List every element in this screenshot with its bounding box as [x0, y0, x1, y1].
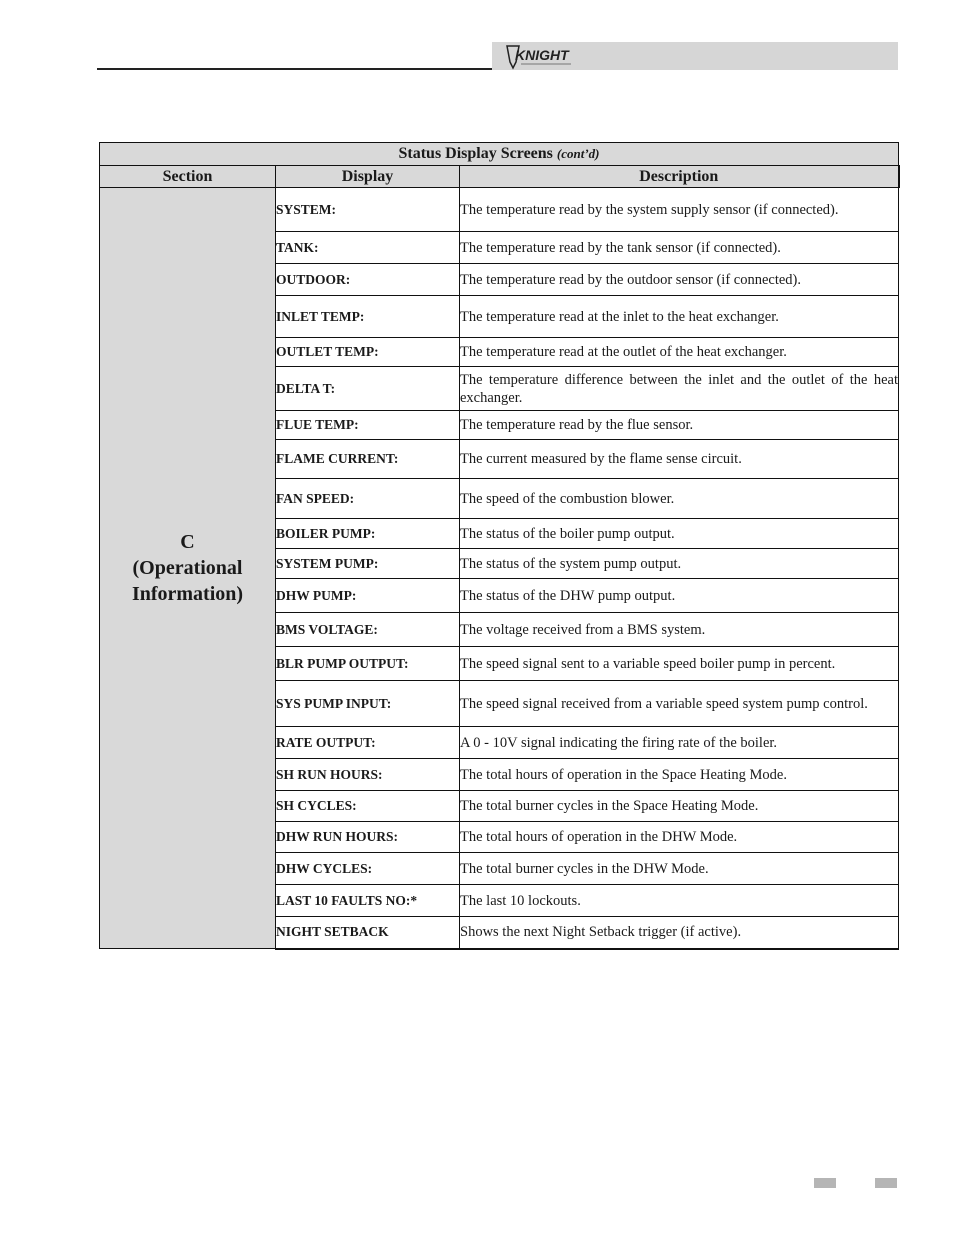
description-text: The speed signal received from a variable speed system pump control. [460, 681, 899, 727]
description-text: The speed signal sent to a variable speed boiler pump in percent. [460, 647, 899, 681]
svg-text:KNIGHT: KNIGHT [515, 47, 569, 63]
table-title-suffix: (cont’d) [556, 146, 600, 161]
description-text: The temperature read at the outlet of the heat exchanger. [460, 338, 899, 367]
display-label: NIGHT SETBACK [276, 917, 460, 949]
display-label: DHW CYCLES: [276, 853, 460, 885]
display-label: FLAME CURRENT: [276, 440, 460, 479]
description-text: A 0 - 10V signal indicating the firing rate of the boiler. [460, 727, 899, 759]
display-label: INLET TEMP: [276, 296, 460, 338]
section-line1: (Operational [132, 557, 243, 579]
column-header-section: Section [100, 166, 276, 188]
display-label: FLUE TEMP: [276, 411, 460, 440]
display-label: SYSTEM: [276, 188, 460, 232]
description-text: The speed of the combustion blower. [460, 479, 899, 519]
description-text: The status of the DHW pump output. [460, 579, 899, 613]
column-header-display: Display [276, 166, 460, 188]
display-label: SYSTEM PUMP: [276, 549, 460, 579]
description-text: The temperature read by the system supply sensor (if connected). [460, 188, 899, 232]
description-text: The temperature read by the tank sensor (if connected). [460, 232, 899, 264]
display-label: RATE OUTPUT: [276, 727, 460, 759]
description-text: The total hours of operation in the Space Heating Mode. [460, 759, 899, 791]
description-text: The current measured by the flame sense circuit. [460, 440, 899, 479]
section-cell [100, 188, 276, 949]
description-text: The temperature read by the outdoor sensor (if connected). [460, 264, 899, 296]
description-text: The total burner cycles in the Space Heating Mode. [460, 791, 899, 822]
description-text: The temperature read at the inlet to the heat exchanger. [460, 296, 899, 338]
display-label: DHW PUMP: [276, 579, 460, 613]
section-letter: C [180, 531, 195, 553]
display-label: SH CYCLES: [276, 791, 460, 822]
display-label: OUTLET TEMP: [276, 338, 460, 367]
description-text: The total burner cycles in the DHW Mode. [460, 853, 899, 885]
description-text: The temperature read by the flue sensor. [460, 411, 899, 440]
display-label: DHW RUN HOURS: [276, 822, 460, 853]
table-title [100, 143, 899, 166]
footer-tab-right [875, 1178, 897, 1188]
display-label: LAST 10 FAULTS NO:* [276, 885, 460, 917]
display-label: BLR PUMP OUTPUT: [276, 647, 460, 681]
section-line2: Information) [131, 583, 244, 605]
description-text: The temperature difference between the inlet and the outlet of the heat exchanger. [460, 367, 899, 411]
description-text: The status of the boiler pump output. [460, 519, 899, 549]
description-text: The total hours of operation in the DHW Mode. [460, 822, 899, 853]
table-row [100, 188, 899, 232]
display-label: SYS PUMP INPUT: [276, 681, 460, 727]
display-label: BOILER PUMP: [276, 519, 460, 549]
display-label: FAN SPEED: [276, 479, 460, 519]
description-text: The voltage received from a BMS system. [460, 613, 899, 647]
description-text: The status of the system pump output. [460, 549, 899, 579]
display-label: DELTA T: [276, 367, 460, 411]
description-text: Shows the next Night Setback trigger (if active). [460, 917, 899, 949]
knight-logo [505, 42, 581, 70]
display-label: BMS VOLTAGE: [276, 613, 460, 647]
table-title-text: Status Display Screens [398, 145, 553, 162]
description-text: The last 10 lockouts. [460, 885, 899, 917]
display-label: SH RUN HOURS: [276, 759, 460, 791]
display-label: OUTDOOR: [276, 264, 460, 296]
display-label: TANK: [276, 232, 460, 264]
status-display-table [99, 142, 900, 950]
footer-tab-left [814, 1178, 836, 1188]
column-header-description: Description [460, 166, 899, 188]
